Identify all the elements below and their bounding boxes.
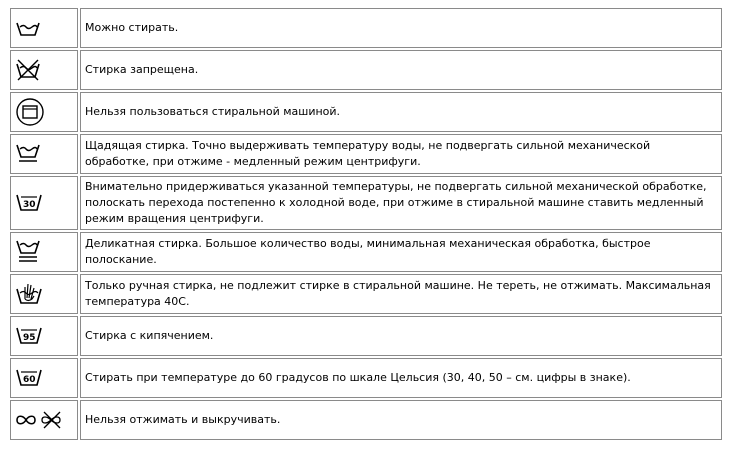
table-row: [10, 176, 722, 230]
care-symbols-table-wrapper: [8, 6, 722, 442]
table-row: [10, 400, 722, 440]
icon-cell: [10, 232, 78, 272]
description: Внимательно придерживаться указанной температуры, не подвергать сильной механической обработке, полоскать перехода постепенно к холодной воде, при отжиме в стиральной машине ставить медленный режим вращения центрифуги.: [80, 176, 722, 230]
delicate-wash-icon: [15, 239, 41, 265]
no-machine-wash-icon: [15, 97, 45, 127]
wash-60-icon: [15, 367, 43, 389]
table-row: [10, 274, 722, 314]
icon-cell: [10, 274, 78, 314]
icon-cell: [10, 400, 78, 440]
temperature-label: 60: [23, 375, 36, 385]
description: Нельзя пользоваться стиральной машиной.: [80, 92, 722, 132]
icon-cell: [10, 358, 78, 398]
wash-95-icon: [15, 325, 43, 347]
wash-30-icon: [15, 192, 43, 214]
description: Нельзя отжимать и выкручивать.: [80, 400, 722, 440]
icon-cell: [10, 92, 78, 132]
icon-cell: [10, 176, 78, 230]
table-row: [10, 358, 722, 398]
table-row: [10, 316, 722, 356]
table-row: [10, 92, 722, 132]
description: Стирать при температуре до 60 градусов по шкале Цельсия (30, 40, 50 – см. цифры в знаке).: [80, 358, 722, 398]
description: Щадящая стирка. Точно выдерживать температуру воды, не подвергать сильной механической обработке, при отжиме - медленный режим центрифуги.: [80, 134, 722, 174]
no-wash-icon: [15, 58, 41, 82]
temperature-label: 95: [23, 333, 36, 343]
wash-tub-icon: [15, 18, 41, 38]
no-wring-icon: [15, 410, 67, 430]
icon-cell: [10, 134, 78, 174]
description: Стирка с кипячением.: [80, 316, 722, 356]
icon-cell: [10, 8, 78, 48]
description: Можно стирать.: [80, 8, 722, 48]
icon-cell: [10, 316, 78, 356]
temperature-label: 30: [23, 200, 36, 210]
description: Деликатная стирка. Большое количество воды, минимальная механическая обработка, быстрое полоскание.: [80, 232, 722, 272]
table-row: [10, 232, 722, 272]
description: Только ручная стирка, не подлежит стирке в стиральной машине. Не тереть, не отжимать. Максимальная температура 40С.: [80, 274, 722, 314]
description: Стирка запрещена.: [80, 50, 722, 90]
table-row: [10, 134, 722, 174]
table-row: [10, 50, 722, 90]
icon-cell: [10, 50, 78, 90]
care-symbols-table: [8, 6, 724, 442]
gentle-wash-icon: [15, 142, 41, 166]
hand-wash-icon: [15, 281, 43, 307]
table-row: [10, 8, 722, 48]
